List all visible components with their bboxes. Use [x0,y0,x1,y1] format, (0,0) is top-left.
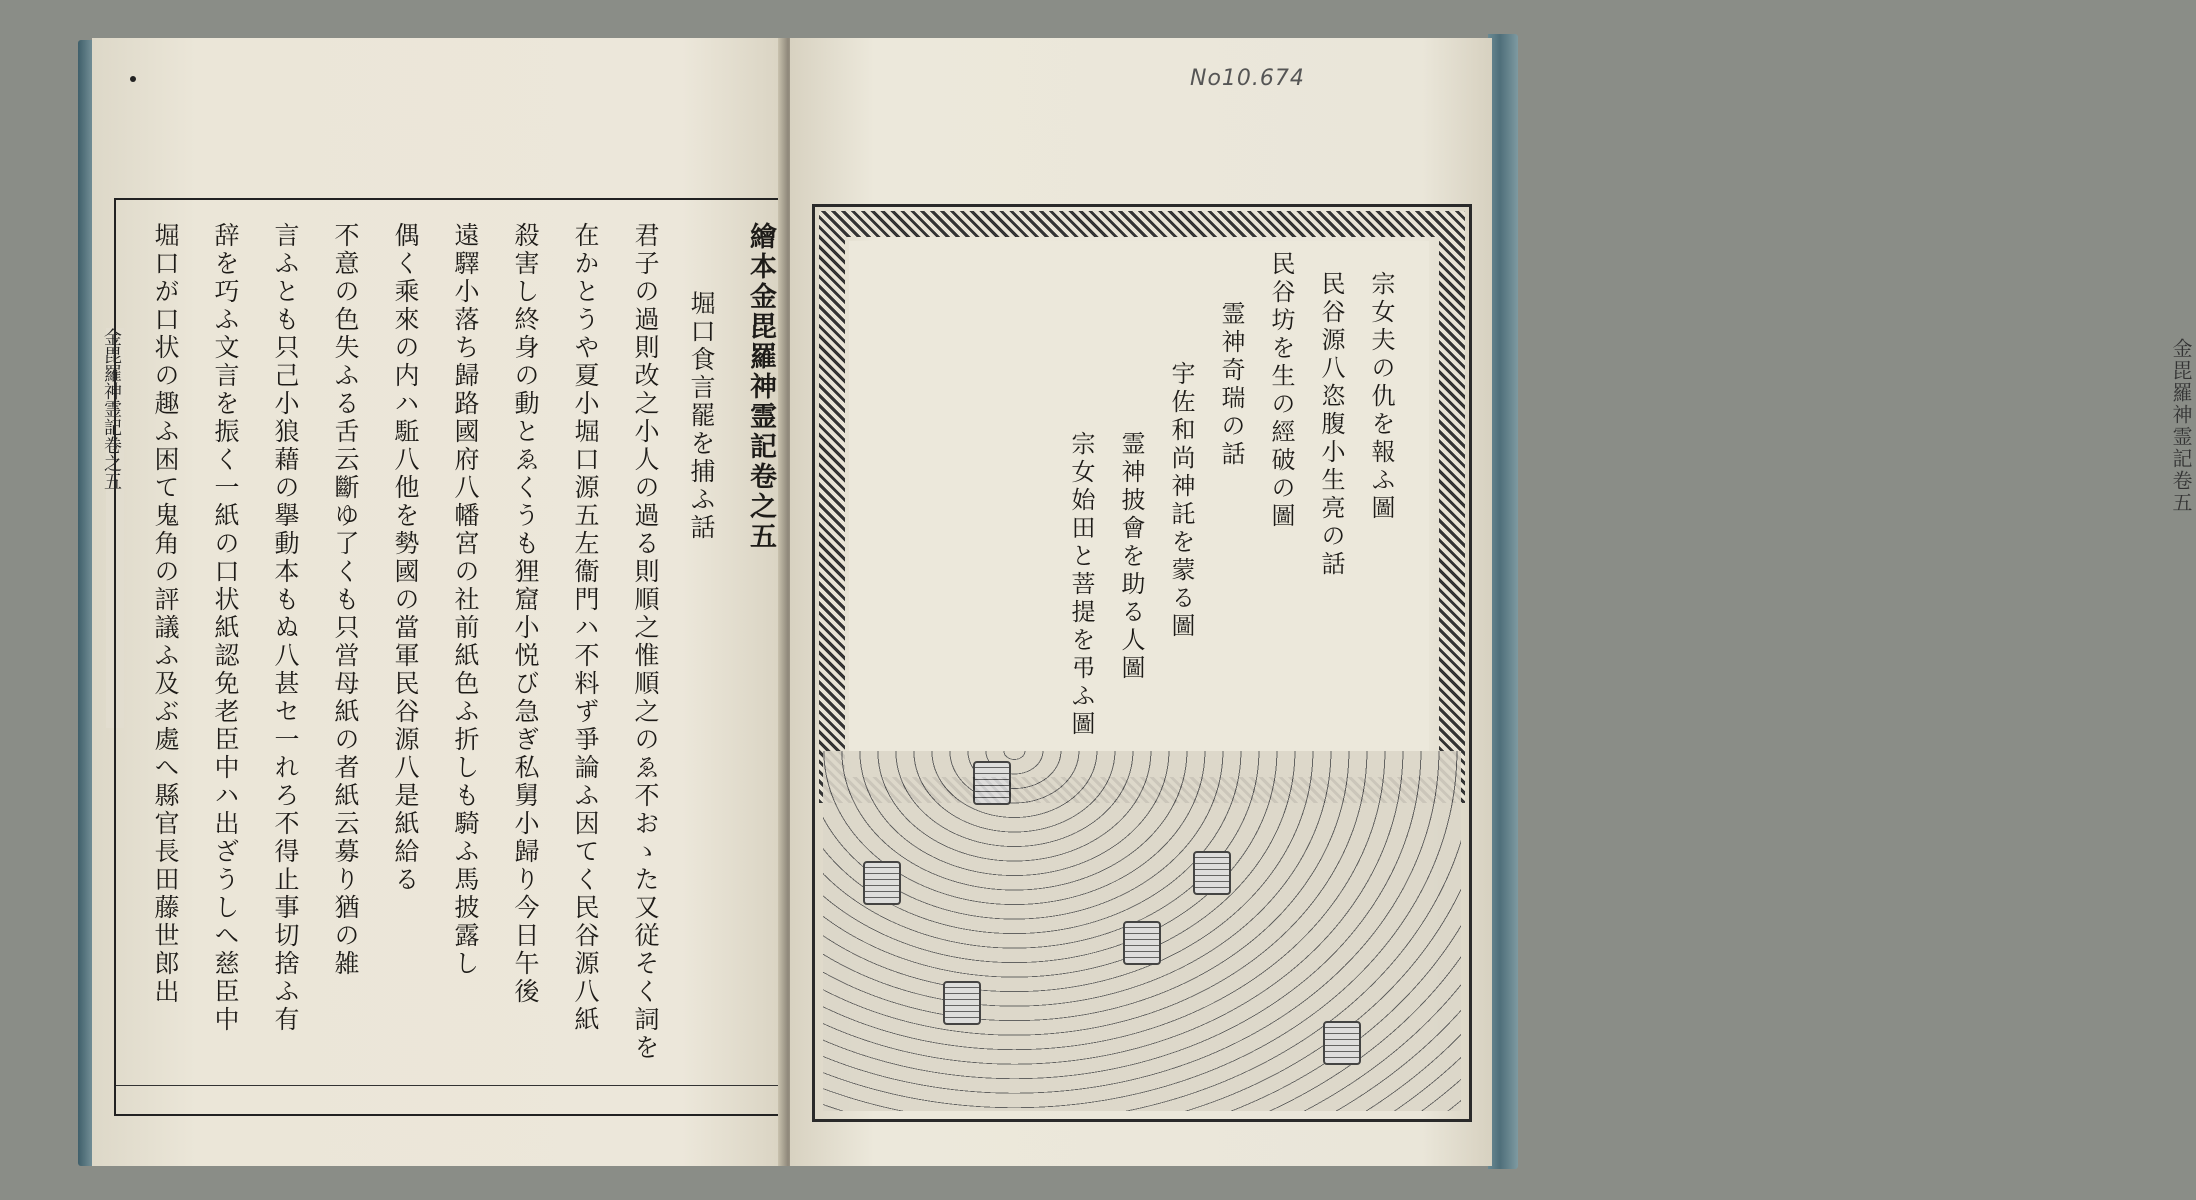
ink-dot [130,76,136,82]
floating-barrel [863,861,901,905]
text-column: 君子の過則改之小人の過る則順之惟順之のゑ不おゝた又従そく詞を [631,222,660,1062]
caption: 霊神披會を助る人圖 [1117,431,1145,683]
text-column: 殺害し終身の動とゑくうも狸窟小悦び急ぎ私舅小歸り今日午後 [511,222,540,1006]
caption: 宇佐和尚神託を蒙る圖 [1167,361,1195,641]
caption: 民谷源八恣腹小生亮の話 [1317,271,1345,579]
floating-barrel [1323,1021,1361,1065]
text-column: 辞を巧ふ文言を振く一紙の口状紙認免老臣中ハ出ざうしへ慈臣中 [211,222,240,1034]
volume-title: 繪本金毘羅神霊記卷之五 [745,222,776,552]
text-column: 言ふとも只己小狼藉の擧動本もぬ八甚セ一れろ不得止事切捨ふ有 [271,222,300,1034]
caption: 宗女夫の仇を報ふ圖 [1367,271,1395,523]
floating-barrel [943,981,981,1025]
right-margin-tab: 金毘羅神霊記卷五 [2169,338,2193,514]
caption-panel [849,241,1429,761]
text-column: 遠驛小落ち歸路國府八幡宮の社前紙色ふ折しも騎ふ馬披露し [451,222,480,978]
bottom-rule [116,1085,784,1086]
floating-barrel [1123,921,1161,965]
caption: 民谷坊を生の經破の圖 [1267,251,1295,531]
right-page [790,38,2193,1166]
chapter-title: 堀口食言罷を捕ふ話 [687,290,716,542]
book-cover-right [1488,34,1518,1169]
text-column: 在かとうや夏小堀口源五左衞門ハ不料ず爭論ふ因てく民谷源八紙 [571,222,600,1034]
left-margin-tab: 金毘羅神霊記卷之五 [106,328,124,728]
text-column: 堀口が口状の趣ふ困て鬼角の評議ふ及ぶ處へ縣官長田藤世郎出 [151,222,180,1006]
illustration-frame [812,204,1472,1122]
text-column: 不意の色失ふる舌云斷ゆ了くも只営母紙の者紙云募り猶の雑 [331,222,360,978]
caption: 霊神奇瑞の話 [1217,301,1245,469]
text-column: 偶く乘來の内ハ駈八他を勢國の當軍民谷源八是紙給る [391,222,420,894]
floating-barrel [973,761,1011,805]
floating-barrel [1193,851,1231,895]
sea-waves-illustration [823,751,1461,1111]
caption: 宗女始田と菩提を弔ふ圖 [1067,431,1095,739]
left-page [92,38,786,1166]
text-frame [114,198,786,1116]
open-book [78,34,2193,1169]
catalog-number: No10.674 [1190,66,1305,91]
